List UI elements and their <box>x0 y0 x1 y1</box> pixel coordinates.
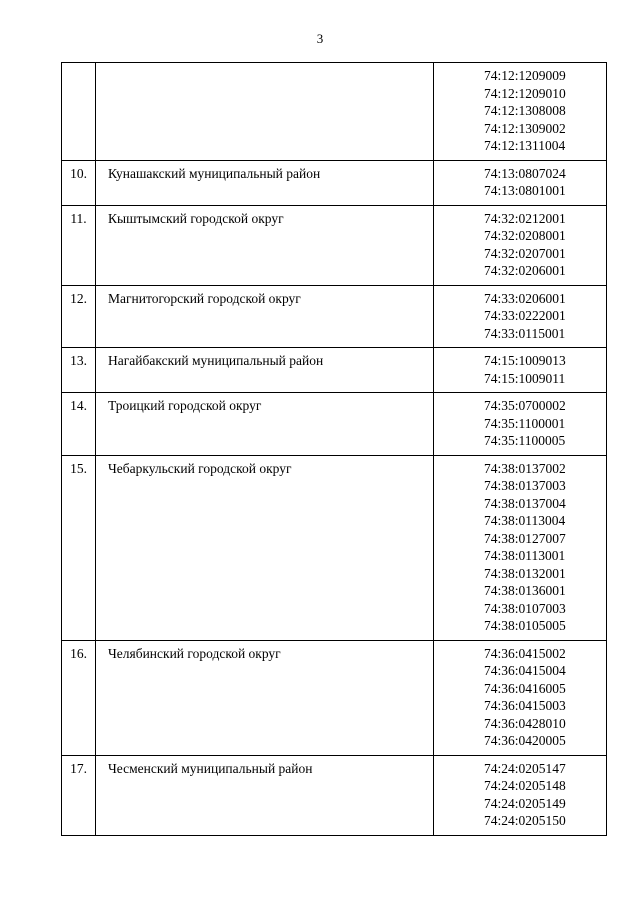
cadastral-code: 74:36:0415003 <box>484 698 566 713</box>
cadastral-code: 74:32:0206001 <box>484 263 566 278</box>
cadastral-code: 74:12:1309002 <box>484 120 566 136</box>
row-number: 11. <box>62 205 96 285</box>
row-number: 16. <box>62 640 96 755</box>
table-row <box>62 393 607 456</box>
cadastral-code: 74:38:0137003 <box>484 478 566 493</box>
municipality-name: Магнитогорский городской округ <box>96 285 434 348</box>
cadastral-code: 74:32:0212001 <box>484 210 566 226</box>
cadastral-code: 74:13:0807024 <box>484 165 566 181</box>
row-number: 12. <box>62 285 96 348</box>
cadastral-code: 74:12:1209009 <box>484 68 566 83</box>
cadastral-code: 74:36:0428010 <box>484 715 566 731</box>
cadastral-codes <box>434 205 607 285</box>
cadastral-code: 74:38:0113004 <box>484 513 566 528</box>
cadastral-code: 74:36:0415002 <box>484 645 566 661</box>
municipality-name: Чебаркульский городской округ <box>96 455 434 640</box>
cadastral-code: 74:38:0105005 <box>484 618 566 633</box>
municipality-name: Троицкий городской округ <box>96 393 434 456</box>
cadastral-code: 74:12:1308008 <box>484 103 566 118</box>
cadastral-code: 74:38:0137002 <box>484 460 566 476</box>
cadastral-code: 74:32:0207001 <box>484 245 566 261</box>
cadastral-code: 74:24:0205147 <box>484 760 566 776</box>
municipality-name: Чесменский муниципальный район <box>96 755 434 835</box>
cadastral-code: 74:33:0222001 <box>484 308 566 323</box>
table-row <box>62 640 607 755</box>
cadastral-codes <box>434 393 607 456</box>
cadastral-codes <box>434 755 607 835</box>
table-row <box>62 160 607 205</box>
cadastral-code: 74:12:1209010 <box>484 85 566 101</box>
cadastral-code: 74:12:1311004 <box>484 138 566 153</box>
cadastral-code: 74:24:0205149 <box>484 795 566 811</box>
table-body <box>62 63 607 836</box>
row-number: 17. <box>62 755 96 835</box>
municipality-name: Кыштымский городской округ <box>96 205 434 285</box>
cadastral-code: 74:35:1100001 <box>484 415 566 431</box>
table-row <box>62 285 607 348</box>
table-row <box>62 205 607 285</box>
cadastral-code: 74:36:0415004 <box>484 663 566 678</box>
table-row <box>62 348 607 393</box>
cadastral-code: 74:33:0206001 <box>484 290 566 306</box>
row-number: 10. <box>62 160 96 205</box>
cadastral-code: 74:38:0132001 <box>484 565 566 581</box>
cadastral-codes <box>434 455 607 640</box>
cadastral-code: 74:15:1009011 <box>484 370 566 386</box>
cadastral-code: 74:24:0205150 <box>484 813 566 828</box>
page-number: 3 <box>316 31 324 46</box>
municipality-name: Нагайбакский муниципальный район <box>96 348 434 393</box>
cadastral-code: 74:24:0205148 <box>484 778 566 793</box>
cadastral-code: 74:15:1009013 <box>484 353 566 368</box>
table-row <box>62 63 607 161</box>
cadastral-code: 74:38:0127007 <box>484 530 566 546</box>
cadastral-code: 74:35:1100005 <box>484 433 566 448</box>
cadastral-code: 74:33:0115001 <box>484 325 566 341</box>
cadastral-codes <box>434 63 607 161</box>
cadastral-codes <box>434 285 607 348</box>
municipality-name: Челябинский городской округ <box>96 640 434 755</box>
row-number: 13. <box>62 348 96 393</box>
cadastral-code: 74:38:0137004 <box>484 495 566 511</box>
cadastral-code: 74:38:0113001 <box>484 548 566 563</box>
cadastral-code: 74:36:0416005 <box>484 680 566 696</box>
cadastral-code: 74:38:0136001 <box>484 583 566 598</box>
row-number <box>62 63 96 161</box>
row-number: 14. <box>62 393 96 456</box>
row-number: 15. <box>62 455 96 640</box>
cadastral-codes <box>434 640 607 755</box>
cadastral-code: 74:36:0420005 <box>484 733 566 748</box>
municipality-name <box>96 63 434 161</box>
table-row <box>62 755 607 835</box>
cadastral-code: 74:35:0700002 <box>484 398 566 413</box>
municipality-name: Кунашакский муниципальный район <box>96 160 434 205</box>
cadastral-table <box>61 62 607 836</box>
cadastral-code: 74:13:0801001 <box>484 183 566 198</box>
cadastral-code: 74:38:0107003 <box>484 600 566 616</box>
cadastral-codes <box>434 348 607 393</box>
cadastral-codes <box>434 160 607 205</box>
cadastral-code: 74:32:0208001 <box>484 228 566 243</box>
table-row <box>62 455 607 640</box>
